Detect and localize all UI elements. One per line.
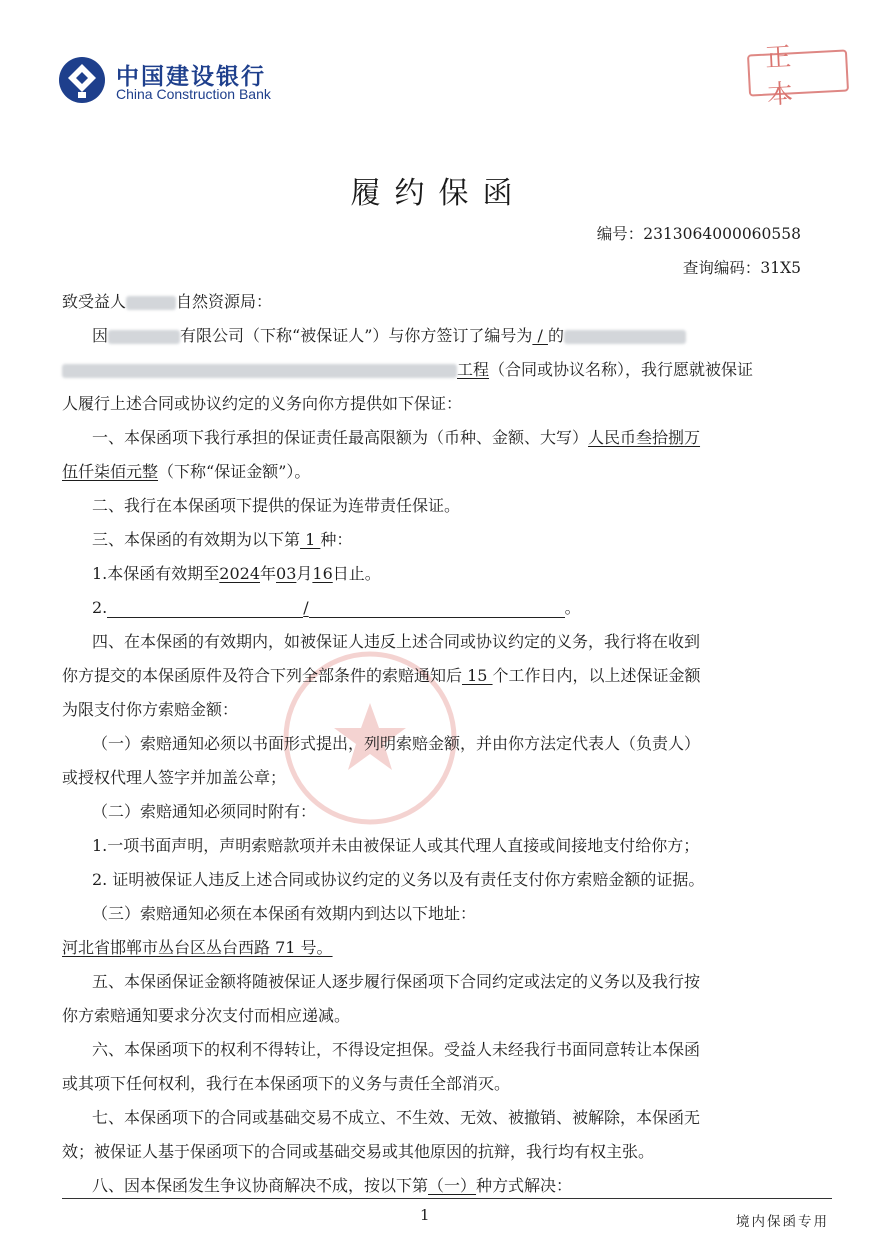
page-number: 1 <box>420 1206 430 1224</box>
ccb-emblem-icon <box>58 56 106 104</box>
body-line-18: （三）索赔通知必须在本保函有效期内到达以下地址： <box>92 904 477 923</box>
bank-name-cn: 中国建设银行 <box>116 64 266 90</box>
body-line-23: 或其项下任何权利，我行在本保函项下的义务与责任全部消灭。 <box>62 1074 511 1093</box>
project-line: 工程（合同或协议名称），我行愿就被保证 <box>62 360 753 380</box>
validity-option-2-line: 2. / 。 <box>92 598 581 617</box>
body-line-22: 六、本保函项下的权利不得转让，不得设定担保。受益人未经我行书面同意转让本保函 <box>92 1040 701 1059</box>
validity-option-line: 三、本保函的有效期为以下第 1 种： <box>92 530 353 549</box>
body-line-12: 为限支付你方索赔金额： <box>62 700 239 719</box>
dispute-option-line: 八、因本保函发生争议协商解决不成，按以下第（一）种方式解决： <box>92 1176 573 1195</box>
guarantee-amount-line-2: 伍仟柒佰元整（下称“保证金额”）。 <box>62 462 311 481</box>
applicant-line: 因 有限公司（下称“被保证人”）与你方签订了编号为 / 的 <box>92 326 686 346</box>
body-line-13: （一）索赔通知必须以书面形式提出，列明索赔金额，并由你方法定代表人（负责人） <box>92 734 701 753</box>
bank-name-en: China Construction Bank <box>116 86 271 102</box>
page-title: 履约保函 <box>350 176 527 211</box>
footer-tag: 境内保函专用 <box>736 1214 829 1230</box>
body-line-25: 效；被保证人基于保函项下的合同或基础交易或其他原因的抗辩，我行均有权主张。 <box>62 1142 655 1161</box>
guarantee-amount-line: 一、本保函项下我行承担的保证责任最高限额为（币种、金额、大写）人民币叁拾捌万 <box>92 428 701 447</box>
body-line-15: （二）索赔通知必须同时附有： <box>92 802 317 821</box>
body-line-3: 人履行上述合同或协议约定的义务向你方提供如下保证： <box>62 394 463 413</box>
document-number: 编号：2313064000060558 <box>596 225 801 243</box>
claim-address: 河北省邯郸市丛台区丛台西路 71 号。 <box>62 938 333 957</box>
query-code: 查询编码：31X5 <box>682 259 801 277</box>
original-copy-stamp: 正本 <box>747 49 849 96</box>
footer-divider <box>62 1198 832 1199</box>
body-line-14: 或授权代理人签字并加盖公章； <box>62 768 287 787</box>
body-line-16: 1.一项书面声明，声明索赔款项并未由被保证人或其代理人直接或间接地支付给你方； <box>92 836 700 855</box>
body-line-20: 五、本保函保证金额将随被保证人逐步履行保函项下合同约定或法定的义务以及我行按 <box>92 972 701 991</box>
claim-days-line: 你方提交的本保函原件及符合下列全部条件的索赔通知后 15 个工作日内，以上述保证金额 <box>62 666 701 685</box>
validity-date-line: 1.本保函有效期至2024年03月16日止。 <box>92 564 381 583</box>
body-line-24: 七、本保函项下的合同或基础交易不成立、不生效、无效、被撤销、被解除，本保函无 <box>92 1108 701 1127</box>
bank-logo <box>58 56 318 106</box>
body-line-6: 二、我行在本保函项下提供的保证为连带责任保证。 <box>92 496 461 515</box>
body-line-17: 2. 证明被保证人违反上述合同或协议约定的义务以及有责任支付你方索赔金额的证据。 <box>92 870 705 889</box>
body-line-21: 你方索赔通知要求分次支付而相应递减。 <box>62 1006 351 1025</box>
body-line-10: 四、在本保函的有效期内，如被保证人违反上述合同或协议约定的义务，我行将在收到 <box>92 632 701 651</box>
beneficiary-line: 致受益人 自然资源局： <box>62 292 273 311</box>
